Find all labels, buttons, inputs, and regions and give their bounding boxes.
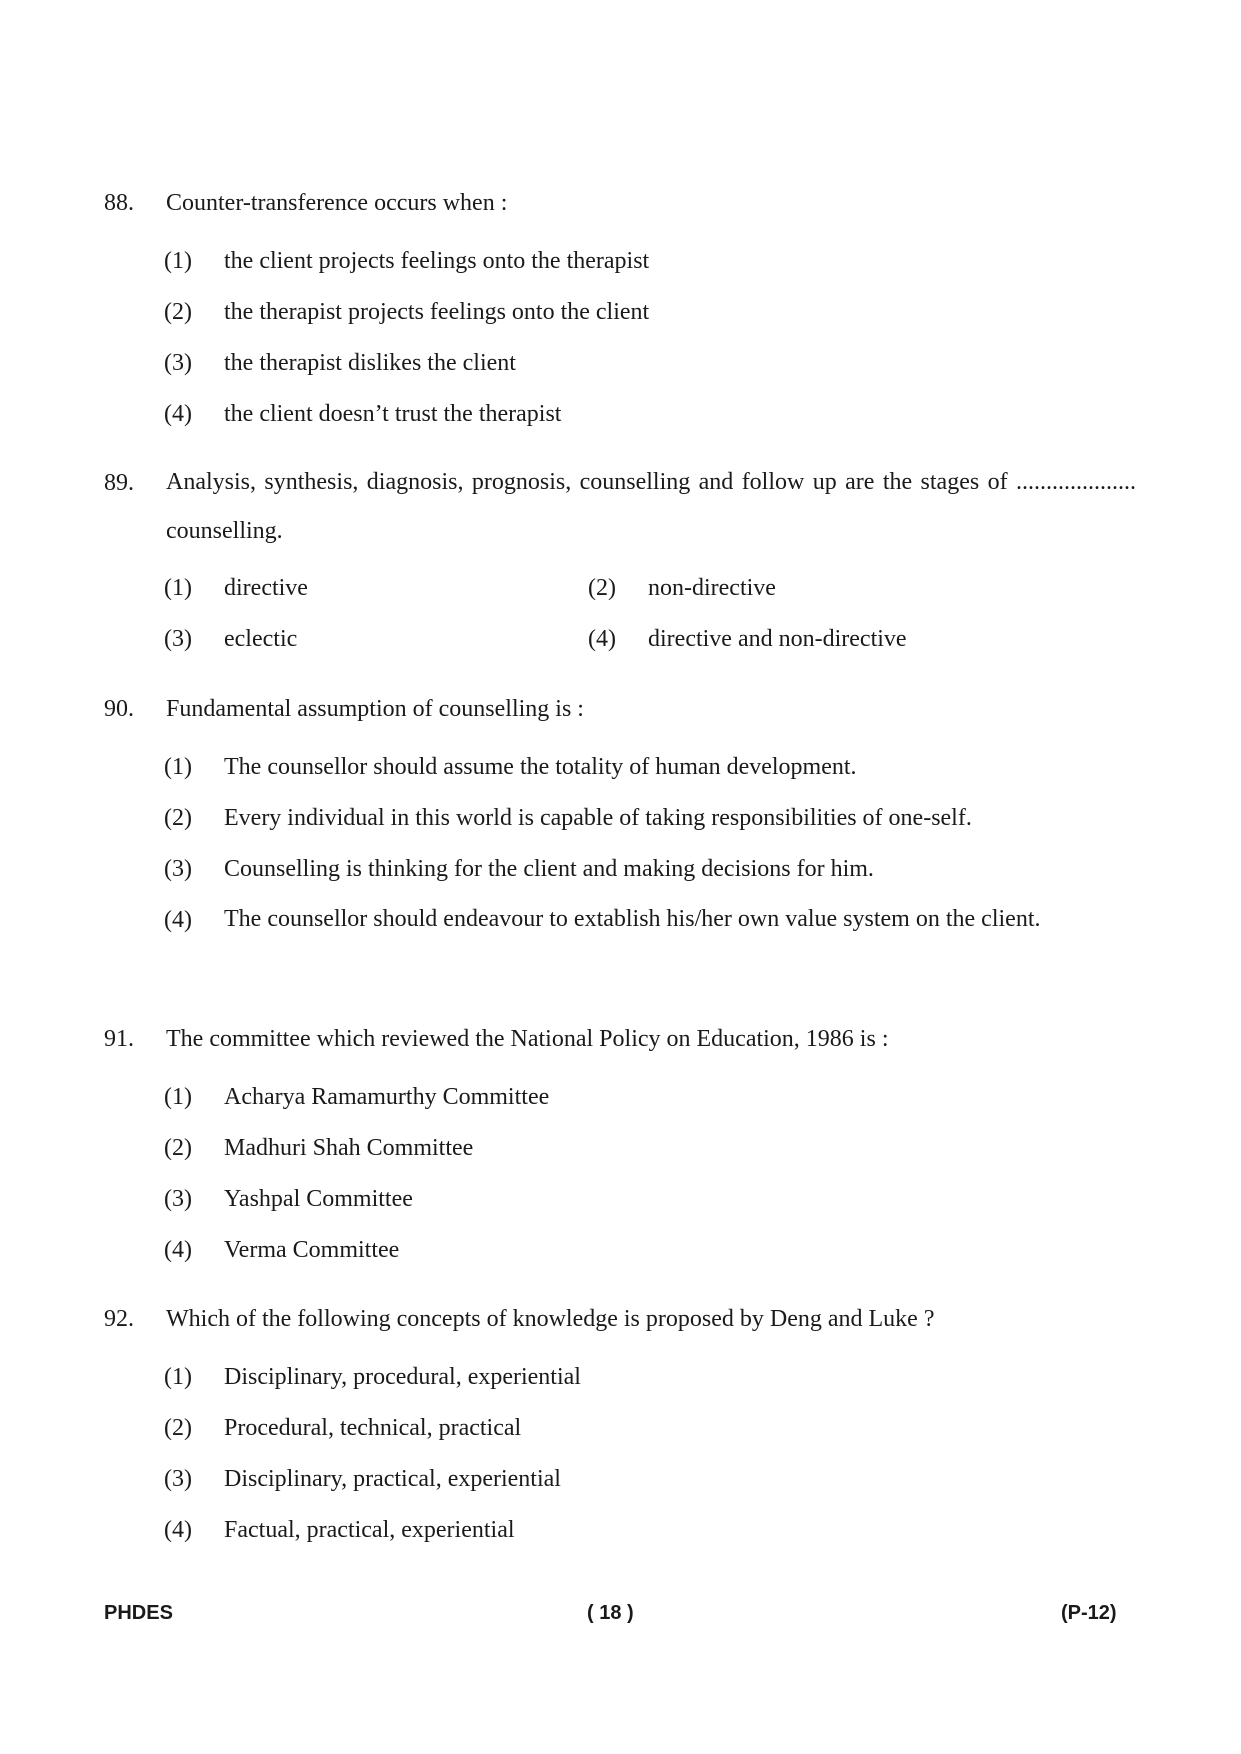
option-label: (4) <box>164 1237 192 1263</box>
option-text: Disciplinary, practical, experiential <box>224 1466 561 1492</box>
option-label: (2) <box>164 1135 192 1161</box>
option-label: (1) <box>164 1084 192 1110</box>
option-text: non-directive <box>648 575 776 601</box>
option-label: (2) <box>164 299 192 325</box>
option-label: (1) <box>164 1364 192 1390</box>
option-label: (4) <box>164 401 192 427</box>
option-text: Counselling is thinking for the client and making decisions for him. <box>224 856 874 882</box>
option-text: Factual, practical, experiential <box>224 1517 515 1543</box>
option-text: Verma Committee <box>224 1237 400 1263</box>
footer-code: PHDES <box>104 1602 173 1624</box>
option-label: (2) <box>588 575 616 601</box>
option-text: Every individual in this world is capable of taking responsibilities of one-self. <box>224 805 972 831</box>
question-number: 88. <box>104 190 134 216</box>
option-label: (3) <box>164 350 192 376</box>
option-text: The counsellor should assume the totality of human development. <box>224 754 857 780</box>
option-label: (3) <box>164 1466 192 1492</box>
footer-series: (P-12) <box>1061 1602 1117 1624</box>
option-label: (4) <box>164 1517 192 1543</box>
option-text: Madhuri Shah Committee <box>224 1135 474 1161</box>
option-text: directive <box>224 575 308 601</box>
option-text: the therapist projects feelings onto the client <box>224 299 650 325</box>
option-text: directive and non-directive <box>648 626 907 652</box>
question-number: 89. <box>104 470 134 496</box>
option-text: Acharya Ramamurthy Committee <box>224 1084 550 1110</box>
option-text: Disciplinary, procedural, experiential <box>224 1364 581 1390</box>
footer-page-number: ( 18 ) <box>587 1602 634 1624</box>
question-text: Analysis, synthesis, diagnosis, prognosis, counselling and follow up are the stages of .................... counselling. <box>166 469 1136 544</box>
question-text: Which of the following concepts of knowledge is proposed by Deng and Luke ? <box>166 1306 935 1332</box>
option-text: Yashpal Committee <box>224 1186 413 1212</box>
option-text: The counsellor should endeavour to extablish his/her own value system on the client. <box>224 906 1041 932</box>
option-text: the therapist dislikes the client <box>224 350 516 376</box>
option-label: (3) <box>164 1186 192 1212</box>
option-label: (3) <box>164 626 192 652</box>
option-label: (3) <box>164 856 192 882</box>
question-number: 90. <box>104 696 134 722</box>
question-number: 92. <box>104 1306 134 1332</box>
option-label: (2) <box>164 805 192 831</box>
question-text: Fundamental assumption of counselling is : <box>166 696 584 722</box>
option-label: (1) <box>164 754 192 780</box>
option-label: (1) <box>164 575 192 601</box>
option-text: the client doesn’t trust the therapist <box>224 401 562 427</box>
option-label: (4) <box>164 907 192 933</box>
option-text: Procedural, technical, practical <box>224 1415 522 1441</box>
question-number: 91. <box>104 1026 134 1052</box>
option-label: (4) <box>588 626 616 652</box>
question-text: The committee which reviewed the National Policy on Education, 1986 is : <box>166 1026 889 1052</box>
option-text: eclectic <box>224 626 298 652</box>
question-text: Counter-transference occurs when : <box>166 190 508 216</box>
option-label: (2) <box>164 1415 192 1441</box>
option-label: (1) <box>164 248 192 274</box>
option-text: the client projects feelings onto the therapist <box>224 248 650 274</box>
